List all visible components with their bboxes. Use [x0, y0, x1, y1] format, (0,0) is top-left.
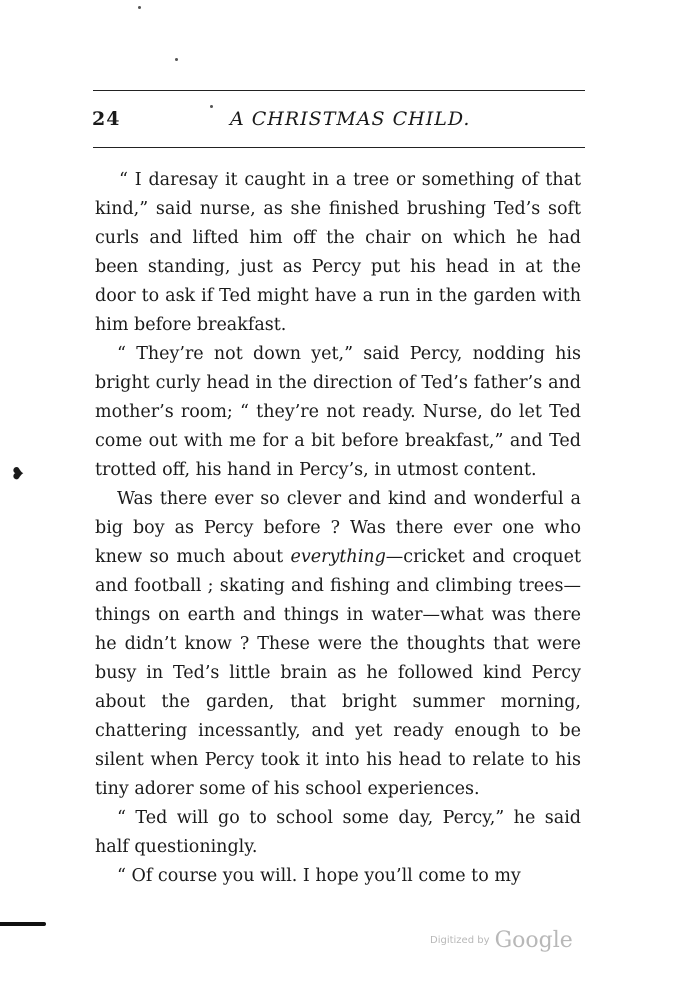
speck — [210, 105, 213, 108]
emphasized-word: everything — [290, 547, 386, 567]
paragraph-1: “ I daresay it caught in a tree or something of that kind,” said nurse, as she finished brushing Ted’s soft curls and lifted him off the chair on which he had been standing, just as Percy put his head in at the door to ask if Ted might have a run in the garden with him before breakfast. — [95, 170, 581, 335]
watermark-logo: Google — [494, 928, 573, 953]
binding-mark — [0, 922, 46, 926]
paragraph-3-rest: —cricket and croquet and football ; skating and fishing and climbing trees—things on earth and things in water—what was there he didn’t know ? These were the thoughts that were busy in Ted’s little brain as he followed kind Percy about the garden, that bright summer morning, chattering incessantly, and yet ready enough to be silent when Percy took it into his head to relate to his tiny adorer some of his school experiences. — [95, 547, 582, 799]
page-number: 24 — [92, 108, 121, 130]
margin-mark-icon: ❥ — [11, 464, 25, 483]
running-title: A CHRISTMAS CHILD. — [230, 108, 471, 130]
header-rule-bottom — [93, 147, 585, 148]
speck — [138, 6, 141, 9]
digitized-watermark — [430, 928, 573, 953]
paragraph-3-lead: Was there ever so clever and kind and wonderful a big boy as Percy before ? Was there ever one who knew so much about — [95, 489, 581, 567]
header-rule-top — [93, 90, 585, 91]
speck — [175, 58, 178, 61]
watermark-prefix: Digitized by — [430, 935, 490, 946]
paragraph-4: “ Ted will go to school some day, Percy,” he said half questioningly. — [95, 808, 581, 857]
body-text — [95, 166, 581, 891]
paragraph-3 — [95, 485, 581, 804]
paragraph-5: “ Of course you will. I hope you’ll come to my — [117, 866, 521, 886]
paragraph-2: “ They’re not down yet,” said Percy, nodding his bright curly head in the direction of Ted’s father’s and mother’s room; “ they’re not ready. Nurse, do let Ted come out with me for a bit before breakfast,” and Ted trotted off, his hand in Percy’s, in utmost content. — [95, 344, 581, 480]
